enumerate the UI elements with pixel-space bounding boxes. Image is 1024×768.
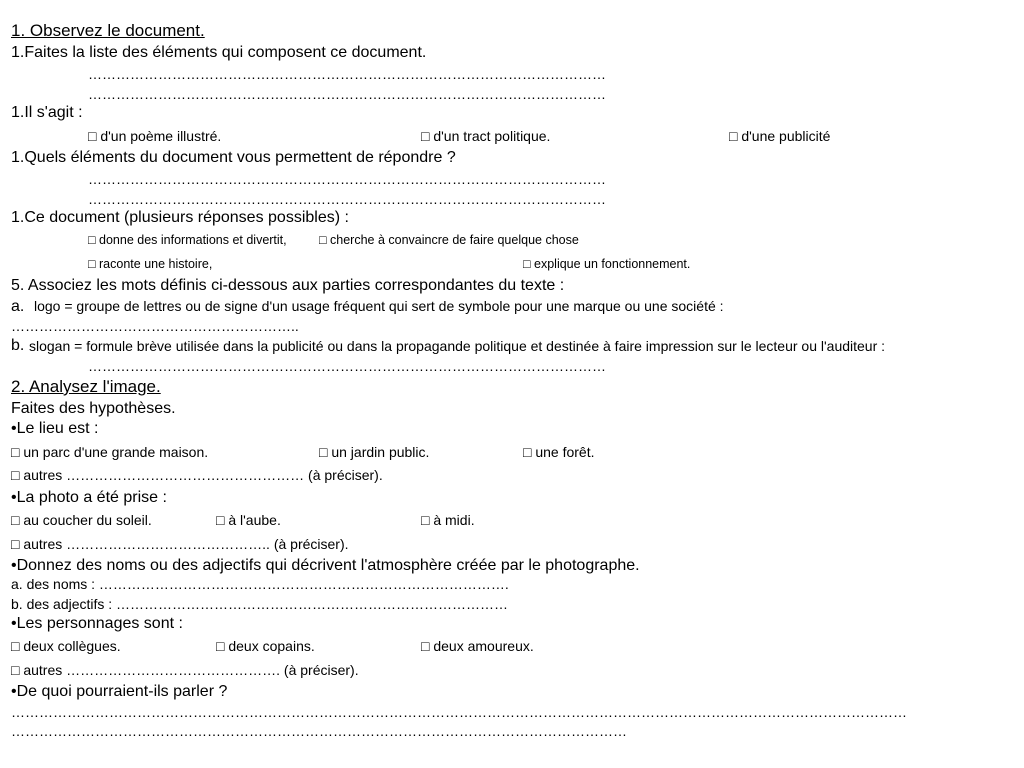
- question-atmosphere: •Donnez des noms ou des adjectifs qui décrivent l'atmosphère créée par le photographe.: [11, 557, 640, 574]
- checkbox-fonctionnement[interactable]: □ explique un fonctionnement.: [523, 257, 691, 271]
- checkbox-tract[interactable]: □ d'un tract politique.: [421, 128, 551, 144]
- checkbox-foret[interactable]: □ une forêt.: [523, 444, 595, 460]
- question-photo: •La photo a été prise :: [11, 489, 167, 506]
- answer-line[interactable]: …………………………………………………………………………………………………: [88, 86, 606, 102]
- section-1-title: 1. Observez le document.: [11, 21, 205, 40]
- answer-line[interactable]: …………………………………………………………………………………………………: [88, 191, 606, 207]
- answer-line[interactable]: ……………………………………………………..: [11, 318, 299, 334]
- question-personnages: •Les personnages sont :: [11, 615, 183, 632]
- answer-line[interactable]: …………………………………………………………………………………………………: [88, 358, 606, 374]
- question-lieu: •Le lieu est :: [11, 420, 99, 437]
- checkbox-histoire[interactable]: □ raconte une histoire,: [88, 257, 213, 271]
- question-ce-document: 1.Ce document (plusieurs réponses possibles) :: [11, 209, 349, 226]
- checkbox-perso-autres[interactable]: □ autres ………………………………………. (à préciser).: [11, 662, 359, 678]
- question-elements-repondre: 1.Quels éléments du document vous permettent de répondre ?: [11, 149, 456, 166]
- definition-logo: logo = groupe de lettres ou de signe d'un usage fréquent qui sert de symbole pour une marque ou une société :: [34, 298, 724, 314]
- checkbox-photo-autres[interactable]: □ autres …………………………………….. (à préciser).: [11, 536, 349, 552]
- checkbox-publicite[interactable]: □ d'une publicité: [729, 128, 831, 144]
- answer-line[interactable]: …………………………………………………………………………………………………: [88, 171, 606, 187]
- answer-noms[interactable]: a. des noms : …………………………………………………………………………….: [11, 576, 509, 592]
- checkbox-poeme[interactable]: □ d'un poème illustré.: [88, 128, 222, 144]
- question-parler: •De quoi pourraient-ils parler ?: [11, 683, 228, 700]
- answer-line[interactable]: …………………………………………………………………………………………………: [88, 66, 606, 82]
- checkbox-collegues[interactable]: □ deux collègues.: [11, 638, 121, 654]
- item-label-a: a.: [11, 298, 25, 315]
- answer-line[interactable]: ……………………………………………………………………………………………………………………: [11, 723, 627, 739]
- question-list-elements: 1.Faites la liste des éléments qui composent ce document.: [11, 44, 427, 61]
- checkbox-convaincre[interactable]: □ cherche à convaincre de faire quelque chose: [319, 233, 579, 247]
- checkbox-lieu-autres[interactable]: □ autres …………………………………………… (à préciser).: [11, 467, 383, 483]
- question-associez: 5. Associez les mots définis ci-dessous aux parties correspondantes du texte :: [11, 277, 565, 294]
- checkbox-midi[interactable]: □ à midi.: [421, 512, 475, 528]
- checkbox-jardin[interactable]: □ un jardin public.: [319, 444, 430, 460]
- answer-line[interactable]: …………………………………………………………………………………………………………………………………………………………………………: [11, 704, 907, 720]
- intro-hypotheses: Faites des hypothèses.: [11, 400, 176, 417]
- checkbox-coucher[interactable]: □ au coucher du soleil.: [11, 512, 152, 528]
- question-il-s-agit: 1.Il s'agit :: [11, 104, 83, 121]
- definition-slogan: slogan = formule brève utilisée dans la publicité ou dans la propagande politique et destinée à faire impression sur le lecteur ou l'auditeur :: [29, 338, 886, 354]
- answer-adjectifs[interactable]: b. des adjectifs : …………………………………………………………………………: [11, 596, 509, 612]
- checkbox-copains[interactable]: □ deux copains.: [216, 638, 315, 654]
- checkbox-aube[interactable]: □ à l'aube.: [216, 512, 281, 528]
- section-2-title: 2. Analysez l'image.: [11, 377, 161, 396]
- item-label-b: b.: [11, 337, 25, 354]
- checkbox-parc[interactable]: □ un parc d'une grande maison.: [11, 444, 209, 460]
- checkbox-informations[interactable]: □ donne des informations et divertit,: [88, 233, 287, 247]
- checkbox-amoureux[interactable]: □ deux amoureux.: [421, 638, 534, 654]
